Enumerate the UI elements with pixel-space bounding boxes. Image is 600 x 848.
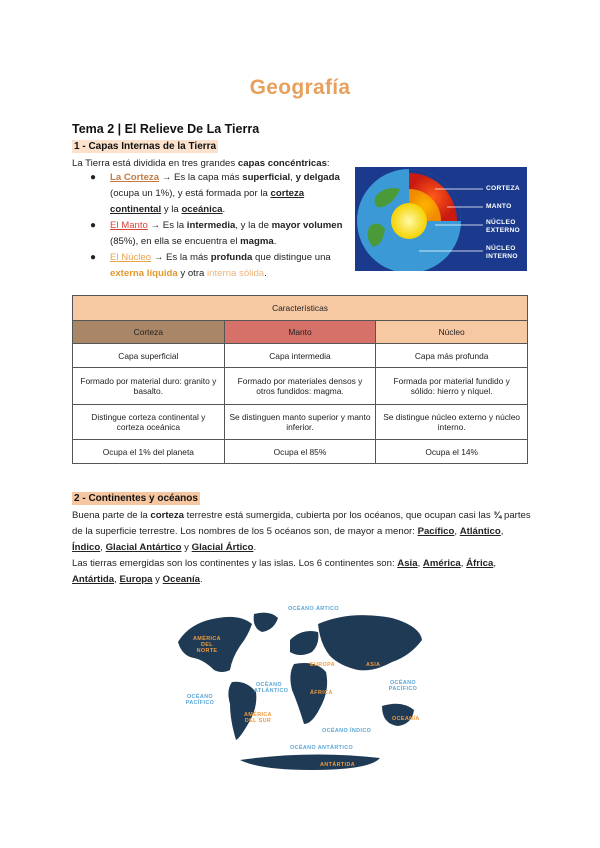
south-america-shape (228, 682, 256, 740)
table-cell: Capa superficial (73, 344, 225, 368)
europe-shape (290, 631, 318, 655)
nucleo-link[interactable]: El Núcleo (110, 252, 152, 263)
continents-paragraph: Buena parte de la corteza terrestre está sumergida, cubierta por los océanos, que ocupan casi las ¾ partes de la superficie terrestre. Los nombres de los 5 océanos son, de mayor a menor: Pacífico, Atlántico, Índico, Glacial Antártico y Glacial Ártico. Las tierras emergidas son los continentes y las islas. Los 6 continentes son: Asia, América, África, Antártida, Europa y Oceanía. (72, 510, 531, 585)
table-cell: Capa intermedia (224, 344, 376, 368)
map-label-artico: OCÉANO ÁRTICO (288, 606, 340, 612)
map-label-indico: OCÉANO ÍNDICO (322, 728, 372, 734)
label-corteza: CORTEZA (486, 185, 520, 192)
continent-link[interactable]: América (422, 558, 461, 569)
map-label-antartida: ANTÁRTIDA (320, 762, 356, 768)
table-title: Características (73, 296, 528, 321)
continent-link[interactable]: Antártida (72, 574, 115, 585)
world-map (170, 600, 440, 775)
table-cell: Capa más profunda (376, 344, 528, 368)
ocean-link[interactable]: Glacial Ártico (191, 542, 254, 553)
list-item-nucleo: ● El Núcleo → Es la más profunda que distingue una externa líquida y otra interna sólida. (90, 252, 331, 279)
oceania-shape (382, 704, 414, 726)
manto-link[interactable]: El Manto (110, 220, 148, 231)
map-label-antartico: OCÉANO ANTÁRTICO (290, 745, 354, 751)
list-item-corteza: ● La Corteza → Es la capa más superficial, y delgada (ocupa un 1%), y está formada por la corteza continental y la oceánica. (90, 172, 340, 215)
table-cell: Ocupa el 1% del planeta (73, 440, 225, 464)
earth-layers-diagram (355, 167, 527, 271)
table-row (73, 440, 528, 464)
map-label-europa: EUROPA (310, 662, 336, 668)
layers-list (90, 170, 346, 282)
corteza-link[interactable]: La Corteza (110, 172, 160, 183)
map-label-oceania: OCEANÍA (392, 716, 420, 722)
header-nucleo: Núcleo (376, 321, 528, 344)
list-item-manto: ● El Manto → Es la intermedia, y la de mayor volumen (85%), en ella se encuentra el magma. (90, 220, 343, 247)
table-cell: Distingue corteza continental y corteza oceánica (73, 405, 225, 440)
label-nucleo-externo: NÚCLEO EXTERNO (486, 219, 520, 234)
map-label-america-norte: AMÉRICA DEL NORTE (193, 636, 221, 654)
continent-link[interactable]: Asia (397, 558, 418, 569)
table-cell: Ocupa el 85% (224, 440, 376, 464)
topic-heading: Tema 2 | El Relieve De La Tierra (72, 122, 260, 136)
map-label-pacifico-este: OCÉANO PACÍFICO (388, 680, 418, 692)
label-manto: MANTO (486, 203, 512, 210)
greenland-shape (254, 613, 278, 632)
header-manto: Manto (224, 321, 376, 344)
map-label-america-sur: AMÉRICA DEL SUR (244, 712, 272, 724)
map-label-africa: ÁFRICA (310, 690, 333, 696)
intro-text: La Tierra está dividida en tres grandes capas concéntricas: (72, 158, 330, 169)
antarctica-shape (240, 754, 380, 770)
section2-heading: 2 - Continentes y océanos (74, 493, 198, 504)
ocean-link[interactable]: Glacial Antártico (105, 542, 182, 553)
characteristics-table (72, 295, 528, 464)
table-cell: Se distingue núcleo externo y núcleo interno. (376, 405, 528, 440)
table-cell: Se distinguen manto superior y manto inferior. (224, 405, 376, 440)
inner-core-layer (391, 203, 427, 239)
table-cell: Formado por materiales densos y otros fundidos: magma. (224, 368, 376, 405)
map-label-atlantico: OCÉANO ATLÁNTICO (254, 682, 289, 694)
map-label-pacifico-oeste: OCÉANO PACÍFICO (185, 694, 215, 706)
label-nucleo-interno: NÚCLEO INTERNO (486, 245, 518, 260)
header-corteza: Corteza (73, 321, 225, 344)
table-row (73, 344, 528, 368)
continent-link[interactable]: Oceanía (162, 574, 200, 585)
table-row (73, 405, 528, 440)
table-row (73, 368, 528, 405)
ocean-link[interactable]: Atlántico (459, 526, 501, 537)
continent-link[interactable]: Europa (119, 574, 153, 585)
page-title: Geografía (249, 76, 351, 99)
table-cell: Ocupa el 14% (376, 440, 528, 464)
ocean-link[interactable]: Pacífico (417, 526, 455, 537)
ocean-link[interactable]: Índico (72, 542, 101, 553)
map-label-asia: ASIA (366, 662, 381, 668)
continent-link[interactable]: África (466, 558, 494, 569)
table-cell: Formado por material duro: granito y basalto. (73, 368, 225, 405)
section1-heading: 1 - Capas Internas de la Tierra (74, 141, 217, 152)
table-cell: Formada por material fundido y sólido: hierro y níquel. (376, 368, 528, 405)
